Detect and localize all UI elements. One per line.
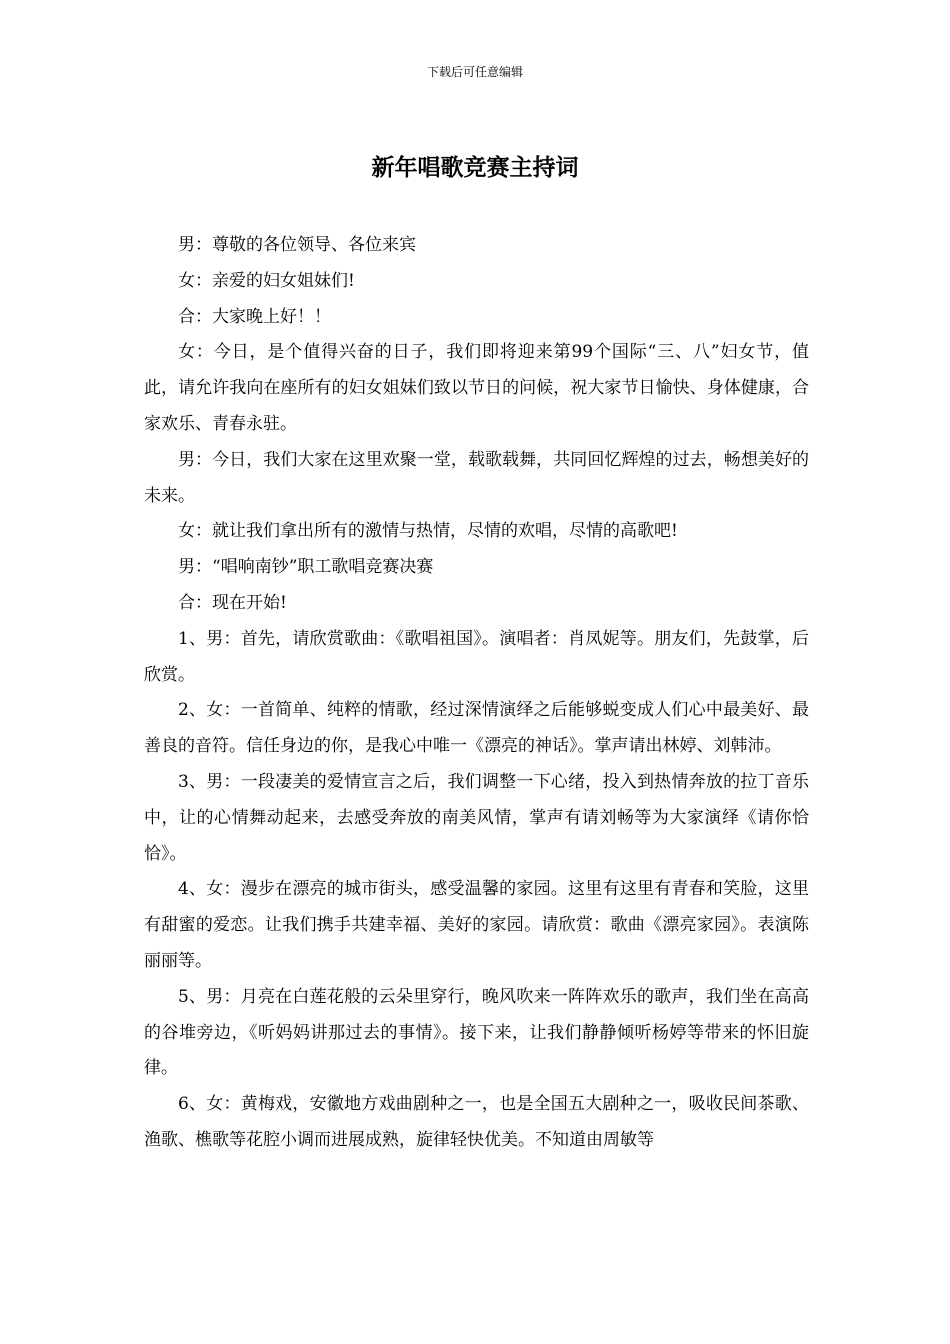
header-note: 下载后可任意编辑 (426, 65, 523, 79)
paragraph: 合：大家晚上好！！ (178, 306, 331, 327)
paragraph: 合：现在开始! (178, 592, 287, 613)
paragraph: 男：尊敬的各位领导、各位来宾 (178, 235, 416, 255)
paragraph: 4、女：漫步在漂亮的城市街头，感受温馨的家园。这里有这里有青春和笑脸，这里有甜蜜的爱恋。让我们携手共建幸福、美好的家园。请欣赏：歌曲《漂亮家园》。表演陈丽丽等。 (144, 879, 809, 971)
paragraph: 女：今日，是个值得兴奋的日子，我们即将迎来第99个国际“三、八”妇女节，值此，请允许我向在座所有的妇女姐妹们致以节日的问候，祝大家节日愉快、身体健康，合家欢乐、青春永驻。 (144, 342, 809, 434)
paragraph: 1、男：首先，请欣赏歌曲：《歌唱祖国》。演唱者：肖凤妮等。朋友们，先鼓掌，后欣赏。 (144, 628, 809, 685)
paragraph: 女：亲爱的妇女姐妹们! (178, 270, 355, 291)
paragraph: 男：今日，我们大家在这里欢聚一堂，载歌载舞，共同回忆辉煌的过去，畅想美好的未来。 (144, 449, 809, 506)
paragraph: 男：“唱响南钞”职工歌唱竞赛决赛 (178, 557, 434, 578)
document-title: 新年唱歌竞赛主持词 (371, 154, 579, 181)
document-body (144, 228, 809, 1159)
paragraph: 3、男：一段凄美的爱情宣言之后，我们调整一下心绪，投入到热情奔放的拉丁音乐中，让的心情舞动起来，去感受奔放的南美风情，掌声有请刘畅等为大家演绎《请你恰恰》。 (144, 771, 809, 864)
paragraph: 5、男：月亮在白莲花般的云朵里穿行，晚风吹来一阵阵欢乐的歌声，我们坐在高高的谷堆旁边，《听妈妈讲那过去的事情》。接下来，让我们静静倾听杨婷等带来的怀旧旋律。 (144, 986, 809, 1079)
paragraph: 6、女：黄梅戏，安徽地方戏曲剧种之一，也是全国五大剧种之一，吸收民间茶歌、渔歌、樵歌等花腔小调而进展成熟，旋律轻快优美。不知道由周敏等 (144, 1094, 809, 1150)
paragraph: 女：就让我们拿出所有的激情与热情，尽情的欢唱，尽情的高歌吧! (178, 521, 678, 542)
paragraph: 2、女：一首简单、纯粹的情歌，经过深情演绎之后能够蜕变成人们心中最美好、最善良的音符。信任身边的你，是我心中唯一《漂亮的神话》。掌声请出林婷、刘韩沛。 (144, 700, 809, 757)
